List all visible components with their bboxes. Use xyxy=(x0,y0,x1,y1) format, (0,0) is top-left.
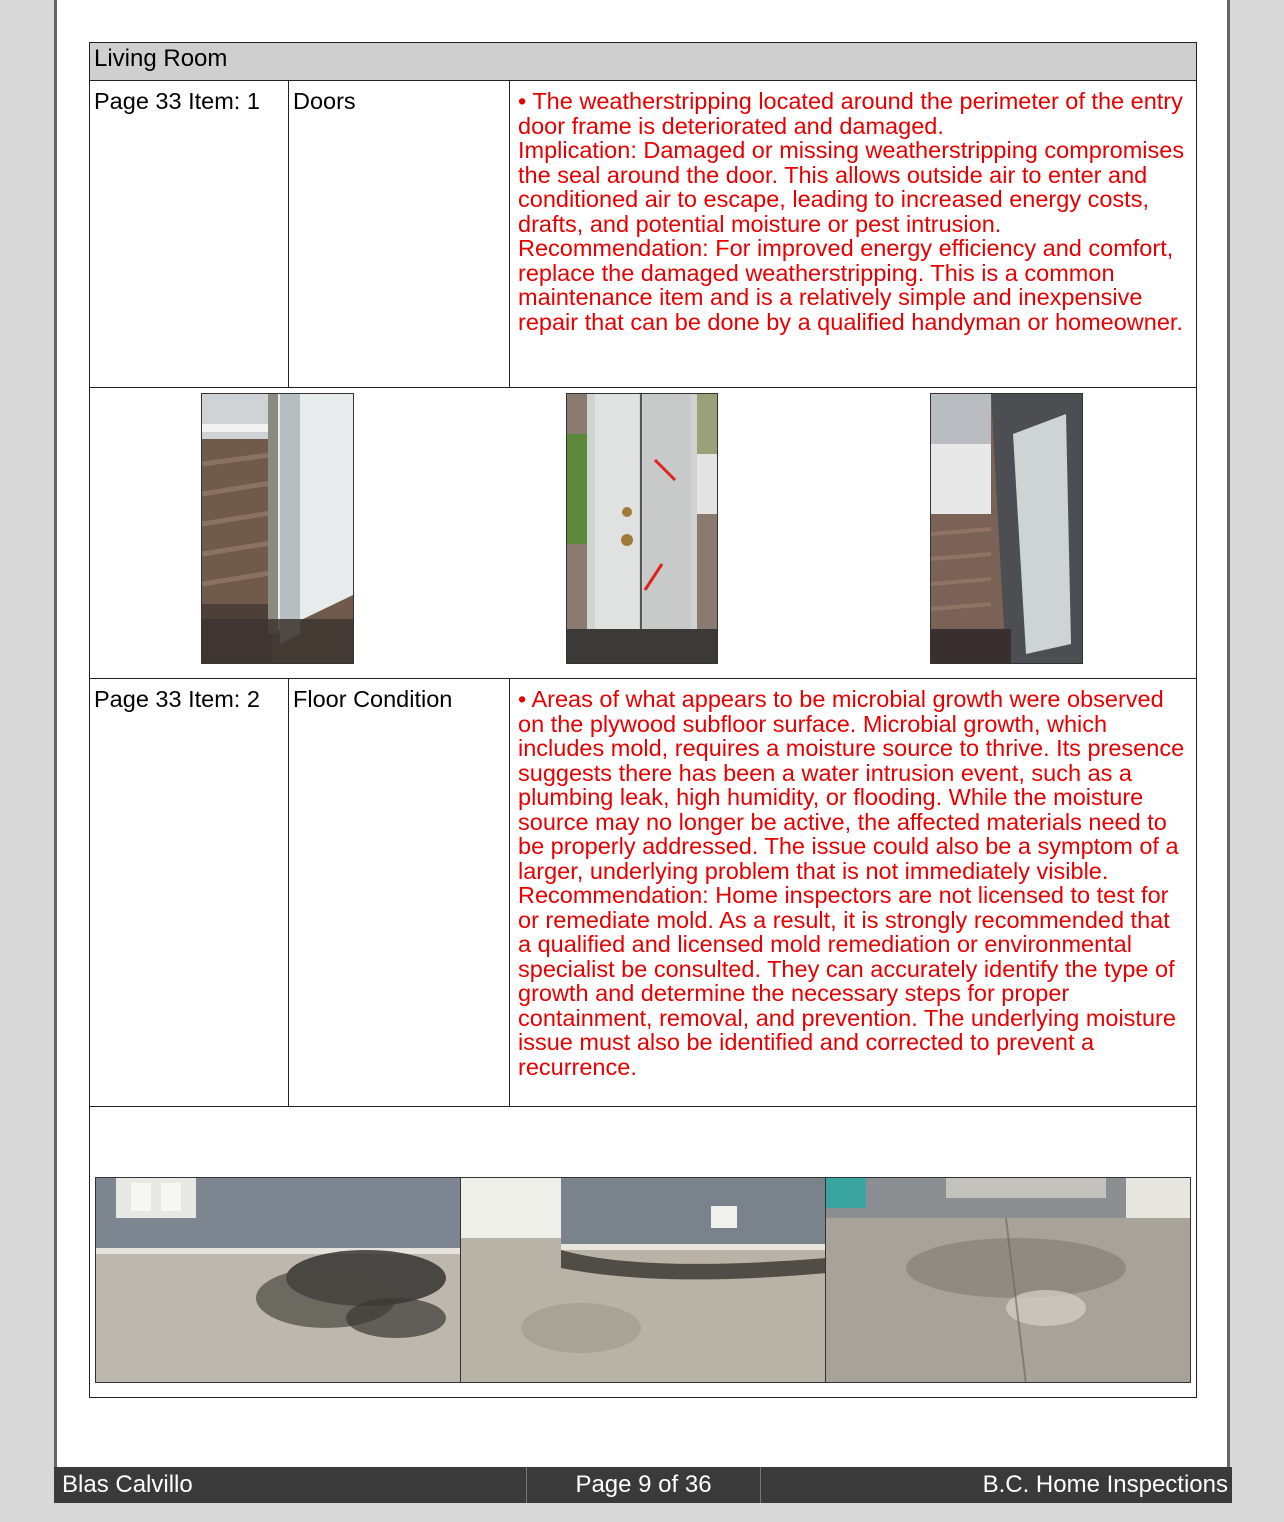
item-reference: Page 33 Item: 1 xyxy=(90,81,289,388)
floor-photo-3[interactable] xyxy=(825,1177,1191,1383)
photo-row xyxy=(90,1107,1197,1398)
footer-company: B.C. Home Inspections xyxy=(982,1471,1228,1498)
item-description xyxy=(510,679,1197,1107)
photo-cell xyxy=(90,388,1197,679)
item-row xyxy=(90,679,1197,1107)
inspection-table xyxy=(89,42,1197,1398)
floor-photo-1[interactable] xyxy=(95,1177,461,1383)
item-title: Doors xyxy=(289,81,510,388)
item-title: Floor Condition xyxy=(289,679,510,1107)
footer-inspector: Blas Calvillo xyxy=(54,1467,527,1503)
item-description xyxy=(510,81,1197,388)
floor-photo-2[interactable] xyxy=(460,1177,826,1383)
item-implication: Implication: Damaged or missing weatherstripping compromises the seal around the door. This allows outside air to enter and conditioned air to escape, leading to increased energy costs, drafts, and potential moisture or pest intrusion. xyxy=(518,137,1185,237)
item-row xyxy=(90,81,1197,388)
page-footer xyxy=(54,1467,1232,1503)
door-photo-2[interactable] xyxy=(566,393,718,664)
item-recommendation: Recommendation: For improved energy efficiency and comfort, replace the damaged weatherstripping. This is a common maintenance item and is a relatively simple and inexpensive repair that can be done by a qualified handyman or homeowner. xyxy=(518,235,1183,335)
section-header-row xyxy=(90,43,1197,81)
footer-page-number: Page 9 of 36 xyxy=(527,1467,761,1503)
section-title: Living Room xyxy=(90,43,1197,81)
door-photo-1[interactable] xyxy=(201,393,354,664)
door-photo-3[interactable] xyxy=(930,393,1083,664)
item-finding: • The weatherstripping located around the perimeter of the entry door frame is deteriorated and damaged. xyxy=(518,88,1183,139)
item-recommendation: Recommendation: Home inspectors are not licensed to test for or remediate mold. As a result, it is strongly recommended that a qualified and licensed mold remediation or environmental specialist be consulted. They can accurately identify the type of growth and determine the necessary steps for proper containment, removal, and prevention. The underlying moisture issue must also be identified and corrected to prevent a recurrence. xyxy=(518,882,1176,1080)
photo-row xyxy=(90,388,1197,679)
item-reference: Page 33 Item: 2 xyxy=(90,679,289,1107)
item-finding: • Areas of what appears to be microbial growth were observed on the plywood subfloor surface. Microbial growth, which includes mold, requires a moisture source to thrive. Its presence suggests there has been a water intrusion event, such as a plumbing leak, high humidity, or flooding. While the moisture source may no longer be active, the affected materials need to be properly addressed. The issue could also be a symptom of a larger, underlying problem that is not immediately visible. xyxy=(518,686,1185,884)
photo-cell xyxy=(90,1107,1197,1398)
